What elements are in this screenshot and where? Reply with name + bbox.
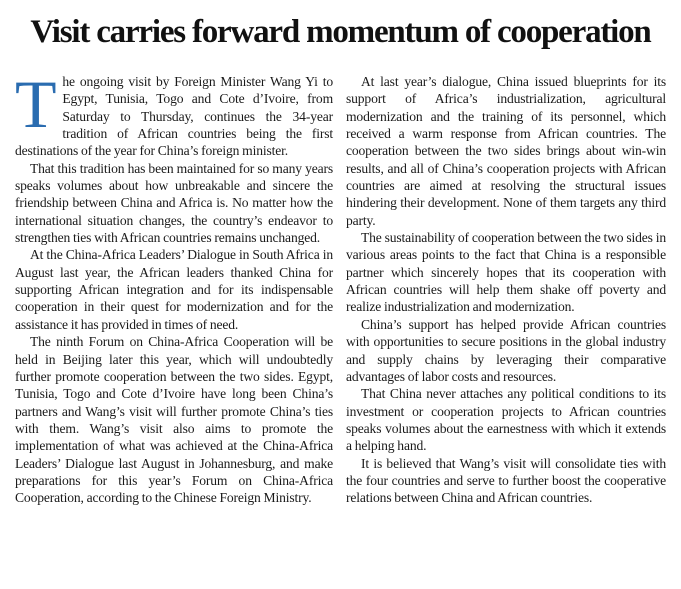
lead-paragraph-text: he ongoing visit by Foreign Minister Wang Yi to Egypt, Tunisia, Togo and Cote d’Ivoire, from Saturday to Thursday, continues the 34-year tradition of African countries being the first destinations of the year for China’s foreign minister. <box>15 74 333 159</box>
right-column <box>346 73 666 507</box>
left-column <box>15 66 333 507</box>
paragraph-conclusion: It is believed that Wang’s visit will consolidate ties with the four countries and serve to further boost the cooperative relations between China and African countries. <box>346 455 666 506</box>
lead-paragraph <box>15 66 333 160</box>
paragraph-focac: The ninth Forum on China-Africa Cooperation will be held in Beijing later this year, which will undoubtedly further promote cooperation between the two sides. Egypt, Tunisia, Togo and Cote d’Ivoire have long been China’s partners and Wang’s visit will further promote China’s ties with them. Wang’s visit also aims to promote the implementation of what was achieved at the China-Africa Leaders’ Dialogue last August in Johannesburg, and make preparations for this year’s Forum on China-Africa Cooperation, according to the Chinese Foreign Ministry. <box>15 334 333 506</box>
paragraph-tradition: That this tradition has been maintained for so many years speaks volumes about how unbreakable and sincere the friendship between China and Africa is. No matter how the international situation changes, the country’s endeavor to strengthen ties with African countries remains unchanged. <box>15 160 333 246</box>
paragraph-sustainability: The sustainability of cooperation between the two sides in various areas points to the fact that China is a responsible partner which sincerely hopes that its cooperation with African countries will help them shake off poverty and realize industrialization and modernization. <box>346 230 666 315</box>
paragraph-blueprints: At last year’s dialogue, China issued blueprints for its support of Africa’s industrialization, agricultural modernization and the training of its personnel, which received a warm response from African countries. The cooperation between the two sides brings about win-win results, and all of China’s cooperation projects with African countries are aimed at resolving the structural issues hindering their development. None of them targets any third party. <box>346 74 666 228</box>
paragraph-no-conditions: That China never attaches any political conditions to its investment or cooperation projects to African countries speaks volumes about the earnestness with which it extends a helping hand. <box>346 386 666 454</box>
article-headline: Visit carries forward momentum of cooperation <box>30 14 651 50</box>
paragraph-support: China’s support has helped provide African countries with opportunities to secure positions in the global industry and supply chains by leveraging their comparative advantages of labor costs and resources. <box>346 316 666 384</box>
paragraph-leaders-dialogue: At the China-Africa Leaders’ Dialogue in South Africa in August last year, the African leaders thanked China for supporting African integration and for its indispensable cooperation in their quest for modernization and for the assistance it has provided in times of need. <box>15 247 333 332</box>
drop-cap: T <box>15 66 57 142</box>
